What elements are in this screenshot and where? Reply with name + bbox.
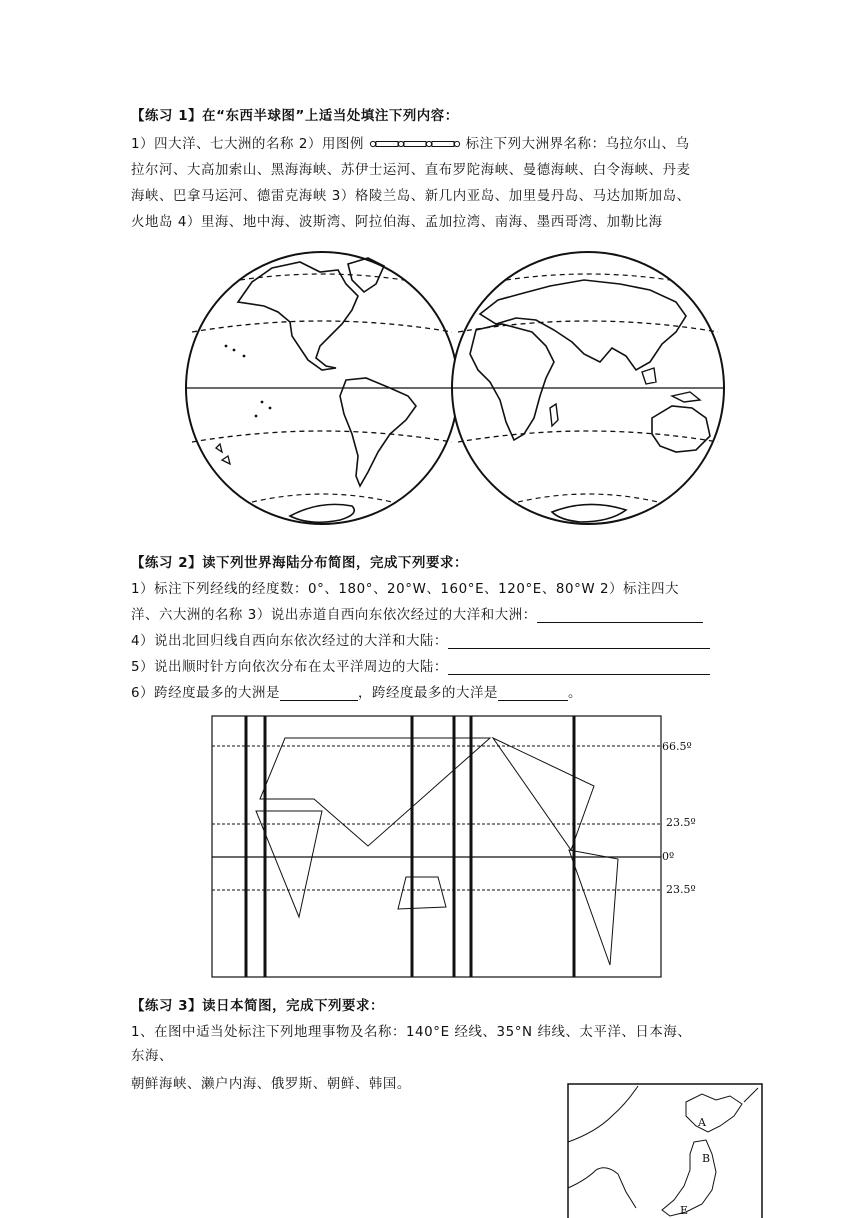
boundary-legend-icon [369, 135, 461, 157]
exercise-2-line-5b: ，跨经度最多的大洋是 [358, 686, 498, 701]
answer-blank-tropic-cancer[interactable] [448, 632, 710, 649]
exercise-1-line-1 [131, 134, 690, 157]
eastern-hemisphere [452, 252, 724, 524]
western-hemisphere [186, 252, 458, 524]
japan-label-e: E [680, 1204, 689, 1217]
exercise-2-line-5 [131, 683, 582, 705]
exercise-1-line-2: 拉尔河、大高加索山、黑海海峡、苏伊士运河、直布罗陀海峡、曼德海峡、白令海峡、丹麦 [131, 163, 691, 178]
exercise-3-heading: 【练习 3】读日本简图，完成下列要求： [131, 999, 385, 1014]
exercise-1-line-3: 海峡、巴拿马运河、德雷克海峡 3）格陵兰岛、新几内亚岛、加里曼丹岛、马达加斯加岛、 [131, 189, 691, 204]
japan-label-a: A [698, 1116, 706, 1129]
japan-label-b: B [702, 1152, 711, 1165]
land-sea-sketch-map [210, 714, 700, 980]
exercise-2-line-3 [131, 631, 710, 653]
exercise-2-line-2 [131, 605, 703, 627]
exercise-2-line-1: 1）标注下列经线的经度数：0°、180°、20°W、160°E、120°E、80°W 2）标注四大 [131, 582, 680, 597]
answer-blank-equator[interactable] [537, 606, 703, 623]
exercise-2-line-4 [131, 657, 710, 679]
hemispheres-map [180, 250, 740, 530]
exercise-2-line-4-text: 5）说出顺时针方向依次分布在太平洋周边的大陆： [131, 660, 448, 675]
lat-label-66-5: 66.5º [662, 740, 692, 753]
lat-label-23-5-s: 23.5º [666, 883, 696, 896]
exercise-2-line-2-text: 洋、六大洲的名称 3）说出赤道自西向东依次经过的大洋和大洲： [131, 608, 537, 623]
answer-blank-widest-continent[interactable] [280, 684, 358, 701]
answer-blank-pacific-continents[interactable] [448, 658, 710, 675]
japan-sketch-map [566, 1082, 766, 1218]
exercise-2-line-5c: 。 [567, 686, 582, 701]
exercise-2-line-3-text: 4）说出北回归线自西向东依次经过的大洋和大陆： [131, 634, 448, 649]
exercise-3-line-2: 东海、 [131, 1049, 173, 1064]
answer-blank-widest-ocean[interactable] [498, 684, 568, 701]
exercise-3-line-1: 1、在图中适当处标注下列地理事物及名称：140°E 经线、35°N 纬线、太平洋、日本海、 [131, 1025, 692, 1040]
exercise-1-line-1a: 1）四大洋、七大洲的名称 2）用图例 [131, 137, 369, 152]
exercise-1-line-1b: 标注下列大洲界名称：乌拉尔山、乌 [465, 137, 690, 152]
exercise-2-line-5a: 6）跨经度最多的大洲是 [131, 686, 281, 701]
lat-label-23-5-n: 23.5º [666, 816, 696, 829]
exercise-1-line-4: 火地岛 4）里海、地中海、波斯湾、阿拉伯海、孟加拉湾、南海、墨西哥湾、加勒比海 [131, 215, 663, 230]
exercise-3-line-3: 朝鲜海峡、濑户内海、俄罗斯、朝鲜、韩国。 [131, 1077, 411, 1092]
lat-label-0: 0º [662, 850, 675, 863]
exercise-1-heading: 【练习 1】在“东西半球图”上适当处填注下列内容： [131, 109, 459, 124]
exercise-2-heading: 【练习 2】读下列世界海陆分布简图，完成下列要求： [131, 556, 468, 571]
